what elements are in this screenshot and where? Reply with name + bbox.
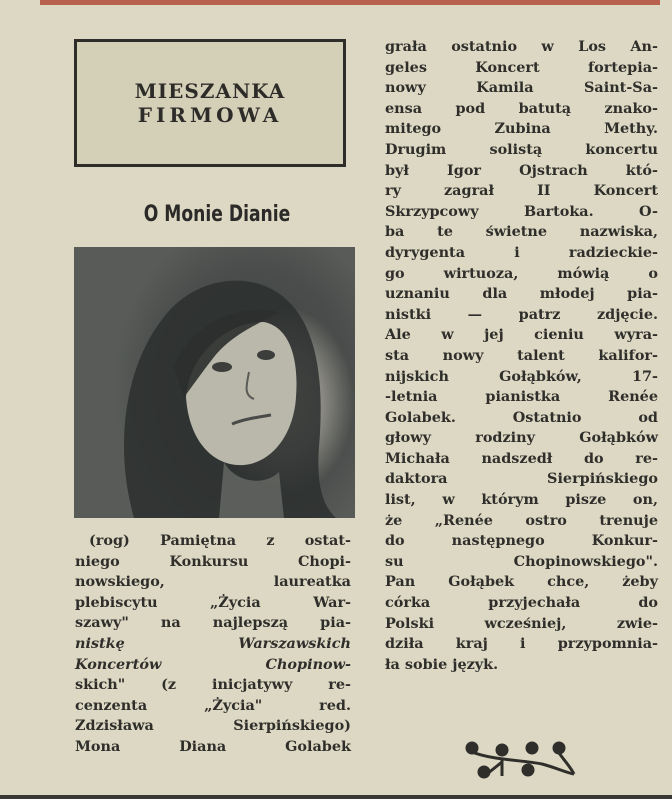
right-text-column	[385, 37, 658, 675]
text-line: Mona Diana Golabek	[75, 737, 351, 755]
text-line: skich" (z inicjatywy re-	[75, 676, 351, 694]
article-subtitle: O Monie Dianie	[143, 202, 291, 227]
text-line: do następnego Konkur-	[385, 532, 658, 550]
text-line: dziła kraj i przypomnia-	[385, 635, 658, 653]
text-line: nowy Kamila Saint-Sa-	[385, 79, 658, 97]
text-line: że „Renée ostro trenuje	[385, 511, 658, 529]
text-line: nijskich Gołąbków, 17-	[385, 367, 658, 385]
text-line: plebiscytu „Życia War-	[75, 593, 351, 611]
column-header-line-1: MIESZANKA	[134, 79, 286, 103]
text-line: ła sobie język.	[385, 655, 499, 673]
text-line: mitego Zubina Methy.	[385, 120, 658, 138]
text-line: geles Koncert fortepia-	[385, 58, 658, 76]
top-color-rule	[40, 0, 660, 5]
text-line: Ale w jej cieniu wyra-	[385, 326, 658, 344]
left-text-column	[75, 531, 351, 758]
text-line: ry zagrał II Koncert	[385, 182, 658, 200]
text-line: Koncertów Chopinow-	[75, 655, 351, 673]
text-line: -letnia pianistka Renée	[385, 388, 658, 406]
column-header-box	[74, 39, 346, 167]
text-line: su Chopinowskiego".	[385, 552, 658, 570]
text-line: nowskiego, laureatka	[75, 573, 351, 591]
text-line: szawy" na najlepszą pia-	[75, 614, 351, 632]
portrait-image-icon	[74, 247, 355, 518]
text-line: Pan Gołąbek chce, żeby	[385, 573, 658, 591]
text-line: grała ostatnio w Los An-	[385, 38, 658, 55]
text-line: Polski wcześniej, zwie-	[385, 614, 658, 632]
text-line: Golabek. Ostatnio od	[385, 408, 658, 426]
floral-ornament-icon	[462, 738, 582, 784]
text-line: ba te świetne nazwiska,	[385, 223, 658, 241]
text-line: nistkę Warszawskich	[75, 634, 351, 652]
bottom-rule	[0, 795, 672, 799]
text-line: Michała nadszedł do re-	[385, 449, 658, 467]
text-line: daktora Sierpińskiego	[385, 470, 658, 488]
portrait-photo	[74, 247, 355, 518]
text-line: cenzenta „Życia" red.	[75, 696, 351, 714]
text-line: głowy rodziny Gołąbków	[385, 429, 658, 447]
text-line: był Igor Ojstrach któ-	[385, 161, 658, 179]
text-line: uznaniu dla młodej pia-	[385, 285, 658, 303]
text-line: córka przyjechała do	[385, 594, 658, 612]
column-header-line-2: FIRMOWA	[137, 103, 283, 127]
text-line: Drugim solistą koncertu	[385, 140, 658, 158]
text-line: sta nowy talent kalifor-	[385, 346, 658, 364]
text-line: niego Konkursu Chopi-	[75, 552, 351, 570]
text-line: nistki — patrz zdjęcie.	[385, 305, 658, 323]
text-line: list, w którym pisze on,	[385, 491, 658, 509]
text-line: dyrygenta i radzieckie-	[385, 243, 658, 261]
text-line: ensa pod batutą znako-	[385, 99, 658, 117]
text-line: go wirtuoza, mówią o	[385, 264, 658, 282]
text-line: (rog) Pamiętna z ostat-	[89, 532, 351, 549]
text-line: Skrzypcowy Bartoka. O-	[385, 202, 658, 220]
text-line: Zdzisława Sierpińskiego)	[75, 717, 351, 735]
